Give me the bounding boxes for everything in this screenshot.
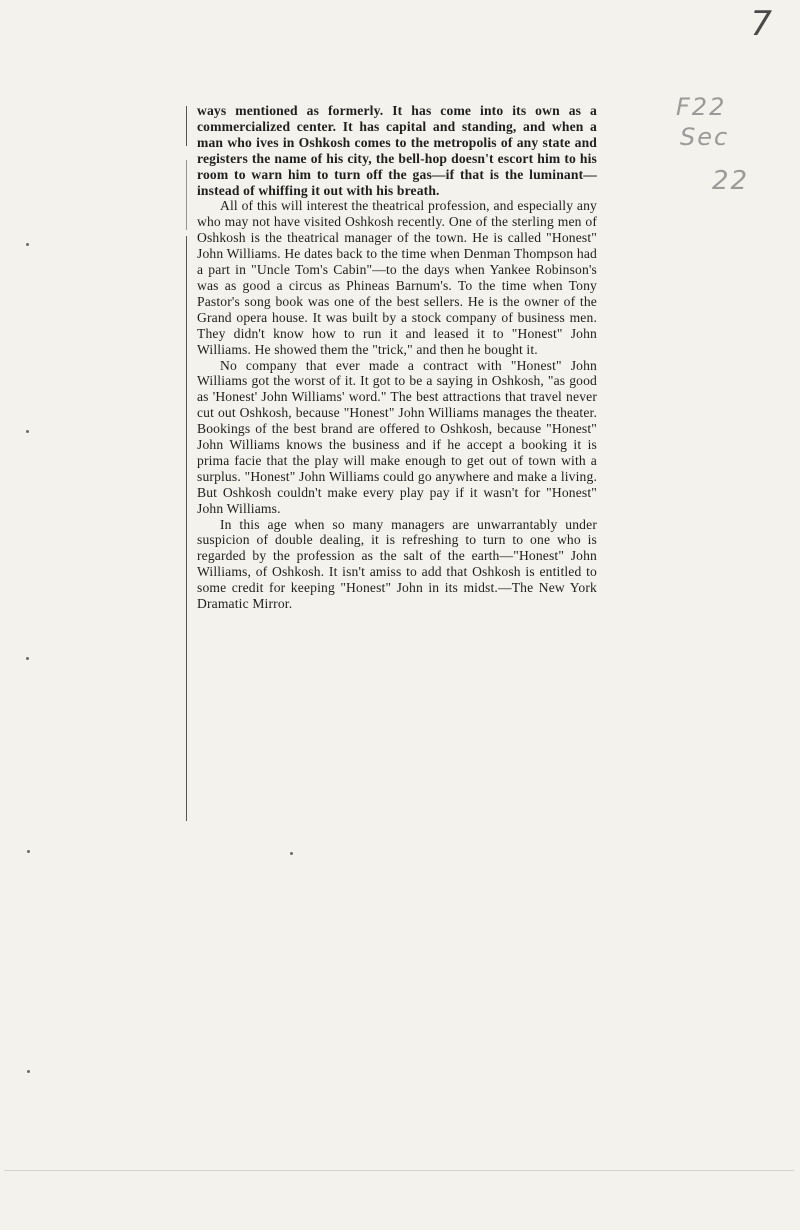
scan-speck xyxy=(26,657,29,660)
column-rule xyxy=(186,236,187,821)
margin-note-2: Sec xyxy=(680,123,730,151)
margin-note-3: 22 xyxy=(712,166,750,196)
article-paragraph: All of this will interest the theatrical profession, and especially any who may not have visited Oshkosh recently. One of the sterling men of Oshkosh is the theatrical manager of the town. He is called "Honest" John Williams. He dates back to the time when Denman Thompson had a part in "Uncle Tom's Cabin"—to the days when Yankee Robinson's was as good a circus as Phineas Barnum's. To the time when Tony Pastor's song book was one of the best sellers. He is the owner of the Grand opera house. It was built by a stock company of business men. They didn't know how to run it and leased it to "Honest" John Williams. He showed them the "trick," and then he bought it. xyxy=(197,198,597,357)
article-column xyxy=(197,103,597,612)
article-paragraph: In this age when so many managers are unwarrantably under suspicion of double dealing, it is refreshing to turn to one who is regarded by the profession as the salt of the earth—"Honest" John Williams, of Oshkosh. It isn't amiss to add that Oshkosh is entitled to some credit for keeping "Honest" John in its midst.—The New York Dramatic Mirror. xyxy=(197,516,597,612)
column-rule xyxy=(186,106,187,146)
article-paragraph: ways mentioned as formerly. It has come into its own as a commercialized center. It has capital and standing, and when a man who ives in Oshkosh comes to the metropolis of any state and registers the name of his city, the bell-hop doesn't escort him to his room to warn him to turn off the gas—if that is the luminant—instead of whiffing it out with his breath. xyxy=(197,103,597,198)
article-paragraph: No company that ever made a contract with "Honest" John Williams got the worst of it. It got to be a saying in Oshkosh, "as good as 'Honest' John Williams' word." The best attractions that travel never cut out Oshkosh, because "Honest" John Williams manages the theater. Bookings of the best brand are offered to Oshkosh, because "Honest" John Williams knows the business and if he accept a booking it is prima facie that the play will make enough to get out of town with a surplus. "Honest" John Williams could go anywhere and make a living. But Oshkosh couldn't make every play pay if it wasn't for "Honest" John Williams. xyxy=(197,357,597,516)
scan-edge xyxy=(4,1170,794,1171)
margin-note-1: F22 xyxy=(676,93,727,121)
scan-speck xyxy=(290,852,293,855)
column-rule xyxy=(186,160,187,230)
scan-speck xyxy=(27,1070,30,1073)
scan-speck xyxy=(26,243,29,246)
margin-annotation xyxy=(676,92,776,196)
scan-speck xyxy=(27,850,30,853)
page-number: 7 xyxy=(750,4,772,44)
scan-speck xyxy=(26,430,29,433)
